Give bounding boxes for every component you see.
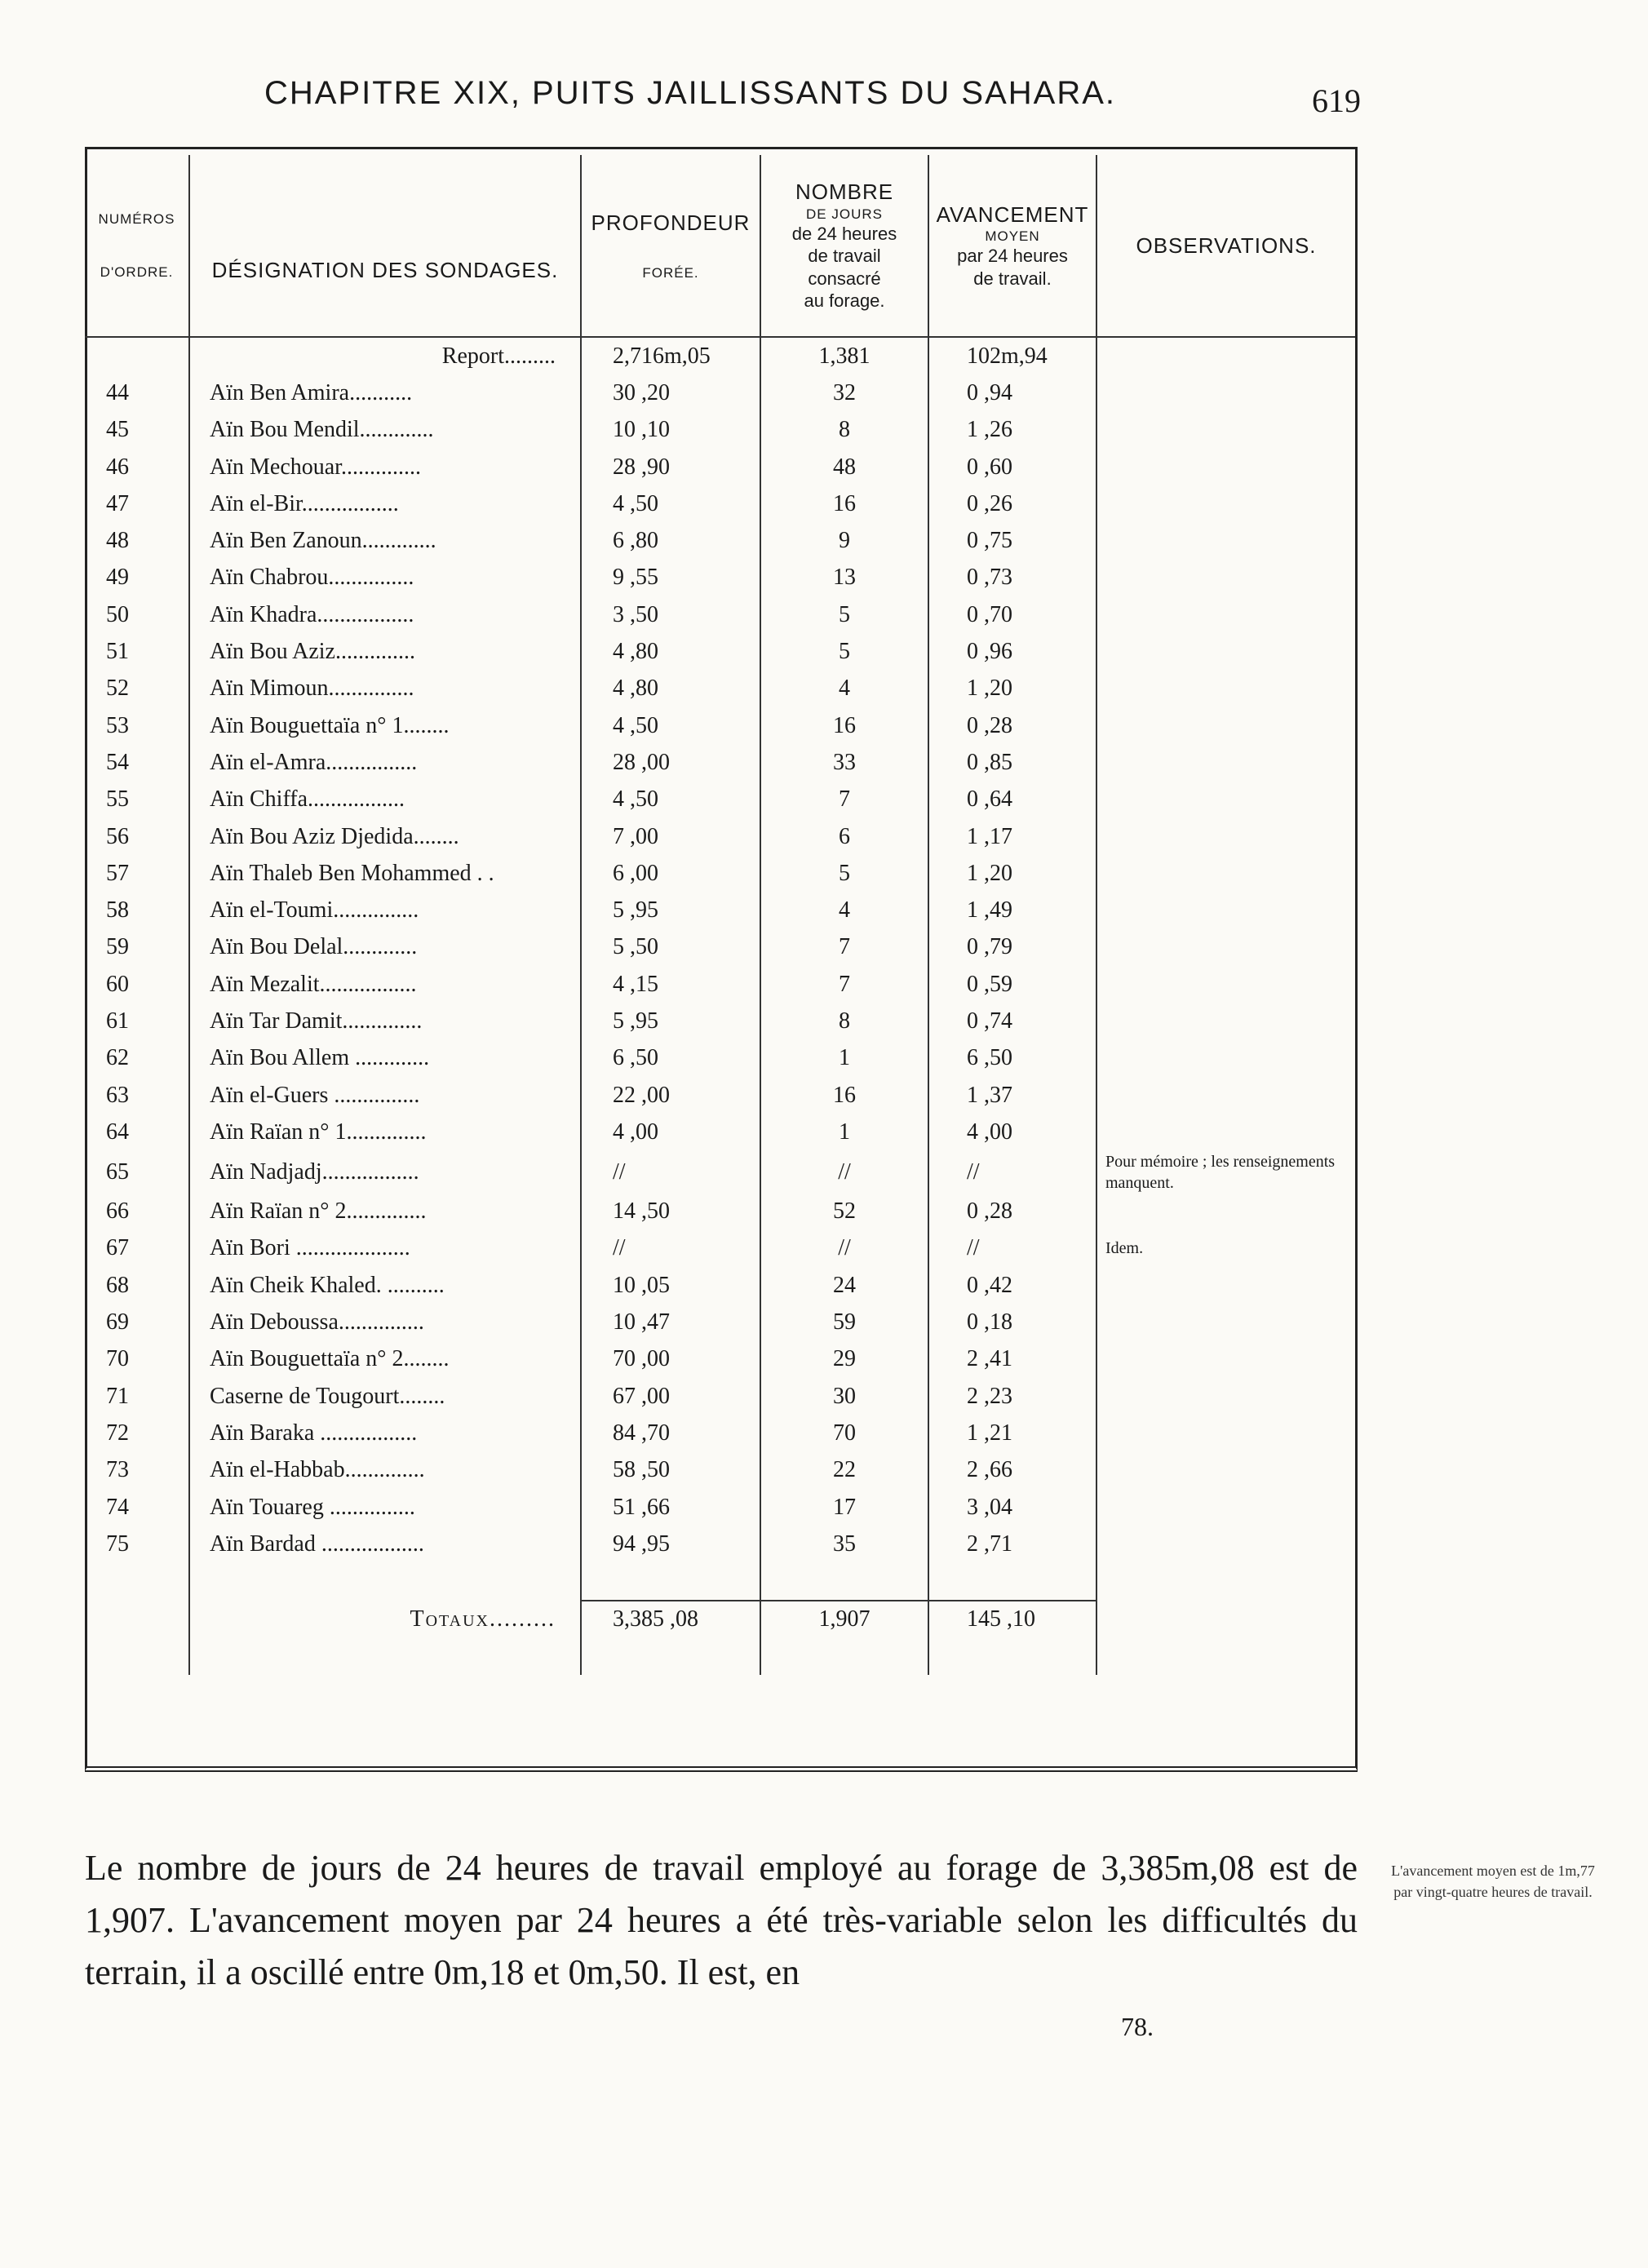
row-observations (1096, 1077, 1355, 1114)
table-row (85, 1230, 1355, 1267)
row-avancement: 6 ,50 (928, 1040, 1096, 1077)
row-designation: Aïn Bouguettaïa n° 1........ (189, 707, 581, 744)
row-number: 66 (106, 1198, 129, 1225)
row-jours: 7 (760, 966, 928, 1003)
row-avancement: 0 ,75 (928, 522, 1096, 559)
bottom-cell (760, 1638, 928, 1675)
row-jours: 17 (760, 1489, 928, 1526)
row-number: 56 (106, 823, 129, 849)
row-profondeur: 67 ,00 (581, 1378, 760, 1415)
row-jours: 29 (760, 1341, 928, 1378)
header-avancement: AVANCEMENT MOYEN par 24 heures de travail. (928, 155, 1096, 337)
spacer-cell (85, 1563, 189, 1601)
row-profondeur: // (581, 1151, 760, 1194)
row-number: 61 (106, 1008, 129, 1034)
row-designation: Aïn Khadra................. (189, 596, 581, 633)
row-designation: Aïn Thaleb Ben Mohammed . . (189, 855, 581, 892)
table-row (85, 782, 1355, 818)
row-designation: Aïn Deboussa............... (189, 1304, 581, 1340)
row-number: 54 (106, 749, 129, 775)
row-designation: Aïn Cheik Khaled. .......... (189, 1267, 581, 1304)
row-designation: Aïn Tar Damit.............. (189, 1003, 581, 1039)
table-row (85, 1151, 1355, 1194)
row-number: 58 (106, 897, 129, 924)
totals-profondeur: 3,385 ,08 (581, 1601, 760, 1638)
row-observations (1096, 1378, 1355, 1415)
table-row (85, 485, 1355, 522)
table-row (85, 1415, 1355, 1451)
row-number: 70 (106, 1346, 129, 1372)
row-avancement: 0 ,59 (928, 966, 1096, 1003)
row-jours: 6 (760, 818, 928, 855)
row-observations (1096, 744, 1355, 781)
margin-note: L'avancement moyen est de 1m,77 par vingt-quatre heures de travail. (1391, 1863, 1595, 1900)
row-avancement: 0 ,60 (928, 449, 1096, 485)
row-observations (1096, 374, 1355, 411)
row-jours: 7 (760, 929, 928, 966)
row-profondeur: // (581, 1230, 760, 1267)
row-profondeur: 9 ,55 (581, 560, 760, 596)
row-avancement: 0 ,70 (928, 596, 1096, 633)
row-number: 63 (106, 1082, 129, 1108)
row-designation: Aïn el-Bir................. (189, 485, 581, 522)
row-profondeur: 5 ,95 (581, 892, 760, 928)
row-profondeur: 3 ,50 (581, 596, 760, 633)
row-number: 67 (106, 1235, 129, 1261)
row-observations (1096, 1114, 1355, 1150)
row-avancement: 1 ,21 (928, 1415, 1096, 1451)
row-designation: Aïn Chabrou............... (189, 560, 581, 596)
table-row (85, 818, 1355, 855)
row-avancement: 1 ,20 (928, 855, 1096, 892)
row-profondeur: 4 ,80 (581, 633, 760, 670)
header-jours: NOMBRE DE JOURS de 24 heures de travail consacré au forage. (760, 155, 928, 337)
row-avancement: 1 ,49 (928, 892, 1096, 928)
sondages-table (85, 155, 1355, 1675)
table-row (85, 1304, 1355, 1340)
bottom-cell (928, 1638, 1096, 1675)
table-row (85, 671, 1355, 707)
row-number: 60 (106, 971, 129, 997)
row-avancement: 0 ,94 (928, 374, 1096, 411)
row-avancement: 0 ,79 (928, 929, 1096, 966)
row-designation: Aïn Bou Allem ............. (189, 1040, 581, 1077)
row-jours: 30 (760, 1378, 928, 1415)
row-number: 53 (106, 712, 129, 738)
row-jours: 5 (760, 596, 928, 633)
row-jours: 8 (760, 412, 928, 449)
bottom-cell (85, 1638, 189, 1675)
report-avancement: 102m,94 (928, 337, 1096, 374)
row-avancement: 0 ,73 (928, 560, 1096, 596)
row-jours: 52 (760, 1194, 928, 1230)
row-number: 46 (106, 454, 129, 480)
row-designation: Aïn Bou Aziz.............. (189, 633, 581, 670)
row-jours: 35 (760, 1526, 928, 1562)
report-row (85, 337, 1355, 374)
row-designation: Aïn Baraka ................. (189, 1415, 581, 1451)
row-number: 48 (106, 528, 129, 554)
row-profondeur: 84 ,70 (581, 1415, 760, 1451)
row-observations (1096, 1415, 1355, 1451)
row-profondeur: 4 ,50 (581, 707, 760, 744)
report-label: Report......... (189, 337, 581, 374)
totals-row (85, 1601, 1355, 1638)
row-profondeur: 58 ,50 (581, 1452, 760, 1489)
row-profondeur: 94 ,95 (581, 1526, 760, 1562)
row-observations: Idem. (1096, 1230, 1355, 1267)
row-avancement: 1 ,26 (928, 412, 1096, 449)
table-row (85, 1526, 1355, 1562)
row-profondeur: 4 ,50 (581, 485, 760, 522)
table-row (85, 596, 1355, 633)
row-avancement: // (928, 1230, 1096, 1267)
row-avancement: 0 ,26 (928, 485, 1096, 522)
page-number: 619 (1312, 82, 1361, 119)
row-designation: Aïn Touareg ............... (189, 1489, 581, 1526)
row-observations (1096, 855, 1355, 892)
table-row (85, 1077, 1355, 1114)
row-jours: 1 (760, 1114, 928, 1150)
row-profondeur: 6 ,00 (581, 855, 760, 892)
row-profondeur: 22 ,00 (581, 1077, 760, 1114)
header-observations: OBSERVATIONS. (1096, 155, 1355, 337)
table-row (85, 449, 1355, 485)
row-number: 64 (106, 1118, 129, 1145)
table-row (85, 1040, 1355, 1077)
row-jours: 16 (760, 1077, 928, 1114)
row-jours: 4 (760, 892, 928, 928)
row-jours: 7 (760, 782, 928, 818)
row-observations (1096, 449, 1355, 485)
row-number: 65 (106, 1158, 129, 1185)
row-jours: 32 (760, 374, 928, 411)
row-avancement: 0 ,85 (928, 744, 1096, 781)
row-jours: 9 (760, 522, 928, 559)
bottom-cell (1096, 1638, 1355, 1675)
row-designation: Aïn Bouguettaïa n° 2........ (189, 1341, 581, 1378)
row-designation: Aïn el-Toumi............... (189, 892, 581, 928)
row-profondeur: 7 ,00 (581, 818, 760, 855)
row-designation: Aïn Bou Mendil............. (189, 412, 581, 449)
spacer-cell (581, 1563, 760, 1601)
row-number: 57 (106, 860, 129, 886)
row-number: 62 (106, 1045, 129, 1071)
row-designation: Aïn Raïan n° 2.............. (189, 1194, 581, 1230)
row-jours: 70 (760, 1415, 928, 1451)
row-jours: 5 (760, 855, 928, 892)
signature-mark: 78. (1121, 2012, 1154, 2041)
row-profondeur: 6 ,80 (581, 522, 760, 559)
row-profondeur: 14 ,50 (581, 1194, 760, 1230)
table-row (85, 707, 1355, 744)
row-observations (1096, 1003, 1355, 1039)
table-row (85, 966, 1355, 1003)
row-profondeur: 5 ,50 (581, 929, 760, 966)
row-profondeur: 28 ,90 (581, 449, 760, 485)
spacer-row (85, 1563, 1355, 1601)
row-number: 47 (106, 490, 129, 516)
row-observations (1096, 671, 1355, 707)
row-designation: Aïn el-Amra................ (189, 744, 581, 781)
row-avancement: 0 ,28 (928, 1194, 1096, 1230)
row-observations (1096, 1304, 1355, 1340)
table-row (85, 892, 1355, 928)
row-designation: Aïn el-Guers ............... (189, 1077, 581, 1114)
table-row (85, 1267, 1355, 1304)
bottom-cell (189, 1638, 581, 1675)
row-avancement: 1 ,37 (928, 1077, 1096, 1114)
totals-label: Totaux......... (189, 1601, 581, 1638)
row-observations (1096, 522, 1355, 559)
report-profondeur: 2,716m,05 (581, 337, 760, 374)
running-title: CHAPITRE XIX, PUITS JAILLISSANTS DU SAHARA. (264, 75, 1117, 111)
row-observations (1096, 1526, 1355, 1562)
row-jours: 24 (760, 1267, 928, 1304)
row-profondeur: 5 ,95 (581, 1003, 760, 1039)
row-avancement: 2 ,23 (928, 1378, 1096, 1415)
body-paragraph: Le nombre de jours de 24 heures de travail employé au forage de 3,385m,08 est de 1,907. L'avancement moyen par 24 heures a été très-variable selon les difficultés du terrain, il a oscillé entre 0m,18 et 0m,50. Il est, en (85, 1848, 1358, 1992)
row-jours: // (760, 1230, 928, 1267)
row-number: 69 (106, 1309, 129, 1336)
row-number: 59 (106, 934, 129, 960)
row-observations (1096, 818, 1355, 855)
table-row (85, 744, 1355, 781)
table-row (85, 633, 1355, 670)
bottom-row (85, 1638, 1355, 1675)
row-jours: 59 (760, 1304, 928, 1340)
row-designation: Aïn Mezalit................. (189, 966, 581, 1003)
row-jours: 16 (760, 485, 928, 522)
row-profondeur: 4 ,80 (581, 671, 760, 707)
row-avancement: 0 ,64 (928, 782, 1096, 818)
row-designation: Aïn Bardad .................. (189, 1526, 581, 1562)
row-observations (1096, 1341, 1355, 1378)
row-profondeur: 10 ,47 (581, 1304, 760, 1340)
row-number: 44 (106, 379, 129, 405)
spacer-cell (928, 1563, 1096, 1601)
row-number: 72 (106, 1420, 129, 1446)
row-profondeur: 70 ,00 (581, 1341, 760, 1378)
row-observations (1096, 633, 1355, 670)
row-observations (1096, 1452, 1355, 1489)
row-jours: // (760, 1151, 928, 1194)
table-row (85, 412, 1355, 449)
table-row (85, 1378, 1355, 1415)
row-number: 74 (106, 1494, 129, 1520)
row-observations (1096, 966, 1355, 1003)
row-jours: 4 (760, 671, 928, 707)
row-avancement: 1 ,20 (928, 671, 1096, 707)
totals-avancement: 145 ,10 (928, 1601, 1096, 1638)
row-observations (1096, 1040, 1355, 1077)
row-observations (1096, 1194, 1355, 1230)
row-number: 49 (106, 565, 129, 591)
table-row (85, 522, 1355, 559)
row-number: 52 (106, 676, 129, 702)
row-profondeur: 28 ,00 (581, 744, 760, 781)
row-avancement: 2 ,41 (928, 1341, 1096, 1378)
row-profondeur: 4 ,50 (581, 782, 760, 818)
row-jours: 5 (760, 633, 928, 670)
row-avancement: 0 ,74 (928, 1003, 1096, 1039)
row-designation: Aïn Ben Amira........... (189, 374, 581, 411)
table-header-row (85, 155, 1355, 337)
row-profondeur: 4 ,00 (581, 1114, 760, 1150)
row-profondeur: 10 ,05 (581, 1267, 760, 1304)
row-number: 71 (106, 1383, 129, 1409)
spacer-cell (189, 1563, 581, 1601)
row-designation: Aïn Bou Aziz Djedida........ (189, 818, 581, 855)
row-observations: Pour mémoire ; les renseignements manquent. (1096, 1151, 1355, 1194)
table-row (85, 560, 1355, 596)
row-jours: 13 (760, 560, 928, 596)
row-avancement: 1 ,17 (928, 818, 1096, 855)
report-obs (1096, 337, 1355, 374)
row-jours: 48 (760, 449, 928, 485)
row-observations (1096, 1267, 1355, 1304)
header-num: NUMÉROS D'ORDRE. (85, 155, 189, 337)
row-number: 75 (106, 1530, 129, 1557)
row-designation: Aïn Mechouar.............. (189, 449, 581, 485)
row-designation: Caserne de Tougourt........ (189, 1378, 581, 1415)
spacer-cell (760, 1563, 928, 1601)
totals-obs (1096, 1601, 1355, 1638)
row-profondeur: 30 ,20 (581, 374, 760, 411)
row-jours: 1 (760, 1040, 928, 1077)
row-avancement: 4 ,00 (928, 1114, 1096, 1150)
row-designation: Aïn el-Habbab.............. (189, 1452, 581, 1489)
row-designation: Aïn Bori .................... (189, 1230, 581, 1267)
row-observations (1096, 596, 1355, 633)
row-number: 55 (106, 786, 129, 813)
row-avancement: 0 ,28 (928, 707, 1096, 744)
row-observations (1096, 485, 1355, 522)
row-avancement: 0 ,18 (928, 1304, 1096, 1340)
table-row (85, 1452, 1355, 1489)
row-designation: Aïn Nadjadj................. (189, 1151, 581, 1194)
row-profondeur: 10 ,10 (581, 412, 760, 449)
report-num (85, 337, 189, 374)
row-observations (1096, 707, 1355, 744)
row-avancement: 3 ,04 (928, 1489, 1096, 1526)
row-number: 51 (106, 639, 129, 665)
table-row (85, 1003, 1355, 1039)
row-avancement: 0 ,42 (928, 1267, 1096, 1304)
row-jours: 16 (760, 707, 928, 744)
row-avancement: 0 ,96 (928, 633, 1096, 670)
table-row (85, 1489, 1355, 1526)
row-profondeur: 51 ,66 (581, 1489, 760, 1526)
row-observations (1096, 892, 1355, 928)
row-jours: 33 (760, 744, 928, 781)
row-avancement: 2 ,66 (928, 1452, 1096, 1489)
row-profondeur: 4 ,15 (581, 966, 760, 1003)
row-designation: Aïn Bou Delal............. (189, 929, 581, 966)
header-profondeur: PROFONDEUR FORÉE. (581, 155, 760, 337)
row-avancement: 2 ,71 (928, 1526, 1096, 1562)
row-observations (1096, 782, 1355, 818)
row-jours: 22 (760, 1452, 928, 1489)
table-row (85, 374, 1355, 411)
totals-jours: 1,907 (760, 1601, 928, 1638)
row-observations (1096, 1489, 1355, 1526)
row-observations (1096, 929, 1355, 966)
row-jours: 8 (760, 1003, 928, 1039)
table-row (85, 929, 1355, 966)
table-row (85, 1341, 1355, 1378)
header-designation: DÉSIGNATION DES SONDAGES. (189, 155, 581, 337)
row-designation: Aïn Mimoun............... (189, 671, 581, 707)
table-row (85, 1194, 1355, 1230)
table-row (85, 855, 1355, 892)
totals-num (85, 1601, 189, 1638)
row-designation: Aïn Chiffa................. (189, 782, 581, 818)
row-observations (1096, 560, 1355, 596)
row-designation: Aïn Raïan n° 1.............. (189, 1114, 581, 1150)
row-number: 45 (106, 417, 129, 443)
row-number: 73 (106, 1457, 129, 1483)
row-number: 50 (106, 601, 129, 627)
spacer-cell (1096, 1563, 1355, 1601)
row-designation: Aïn Ben Zanoun............. (189, 522, 581, 559)
row-profondeur: 6 ,50 (581, 1040, 760, 1077)
row-number: 68 (106, 1272, 129, 1298)
bottom-cell (581, 1638, 760, 1675)
row-avancement: // (928, 1151, 1096, 1194)
report-jours: 1,381 (760, 337, 928, 374)
row-observations (1096, 412, 1355, 449)
table-row (85, 1114, 1355, 1150)
